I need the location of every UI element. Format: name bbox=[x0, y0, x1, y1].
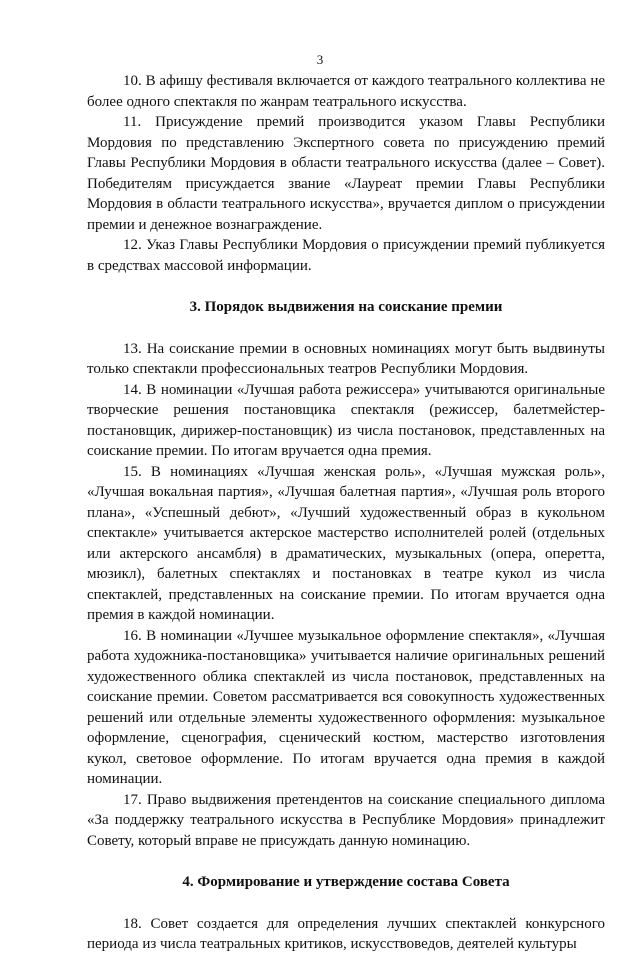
section-4-heading: 4. Формирование и утверждение состава Совета bbox=[182, 874, 510, 890]
section-3-heading: 3. Порядок выдвижения на соискание премии bbox=[189, 299, 503, 315]
paragraph-14: 14. В номинации «Лучшая работа режиссера» учитываются оригинальные творческие решения постановщика спектакля (режиссер, балетмейстер-постановщик, дирижер-постановщик) из числа постановок, представленных на соискание премии. По итогам вручается одна премия. bbox=[87, 381, 605, 459]
paragraph-17: 17. Право выдвижения претендентов на соискание специального диплома «За поддержку театрального искусства в Республике Мордовия» принадлежит Совету, который вправе не присуждать данную номинацию. bbox=[87, 791, 605, 849]
page-number: 3 bbox=[316, 52, 324, 67]
paragraph-18: 18. Совет создается для определения лучших спектаклей конкурсного периода из числа театральных критиков, искусствоведов, деятелей культуры bbox=[87, 915, 605, 952]
document-body bbox=[87, 71, 605, 955]
paragraph-12: 12. Указ Главы Республики Мордовия о присуждении премий публикуется в средствах массовой информации. bbox=[87, 237, 605, 274]
paragraph-10: 10. В афишу фестиваля включается от каждого театрального коллектива не более одного спектакля по жанрам театрального искусства. bbox=[87, 73, 605, 110]
paragraph-13: 13. На соискание премии в основных номинациях могут быть выдвинуты только спектакли профессиональных театров Республики Мордовия. bbox=[87, 340, 605, 377]
paragraph-11: 11. Присуждение премий производится указом Главы Республики Мордовия по представлению Экспертного совета по присуждению премий Главы Республики Мордовия в области театрального искусства (далее – Совет). Победителям присуждается звание «Лауреат премии Главы Республики Мордовия в области театрального искусства», вручается диплом о присуждении премии и денежное вознаграждение. bbox=[87, 114, 605, 233]
paragraph-15: 15. В номинациях «Лучшая женская роль», «Лучшая мужская роль», «Лучшая вокальная партия», «Лучшая балетная партия», «Лучшая роль второго плана», «Успешный дебют», «Лучший художественный образ в кукольном спектакле» учитывается актерское мастерство исполнителей ролей (отдельных или актерского ансамбля) в драматических, музыкальных (опера, оперетта, мюзикл), балетных спектаклях и постановках в театре кукол из числа спектаклей, представленных на соискание премии. По итогам вручается одна премия в каждой номинации. bbox=[87, 463, 605, 623]
paragraph-16: 16. В номинации «Лучшее музыкальное оформление спектакля», «Лучшая работа художника-постановщика» учитывается наличие оригинальных решений художественного облика спектаклей из числа постановок, представленных на соискание премии. Советом рассматривается вся совокупность художественных решений или отдельные элементы художественного оформления: музыкальное оформление, сценография, сценический костюм, мастерство изготовления кукол, световое оформление. По итогам вручается одна премия в каждой номинации. bbox=[87, 627, 605, 787]
